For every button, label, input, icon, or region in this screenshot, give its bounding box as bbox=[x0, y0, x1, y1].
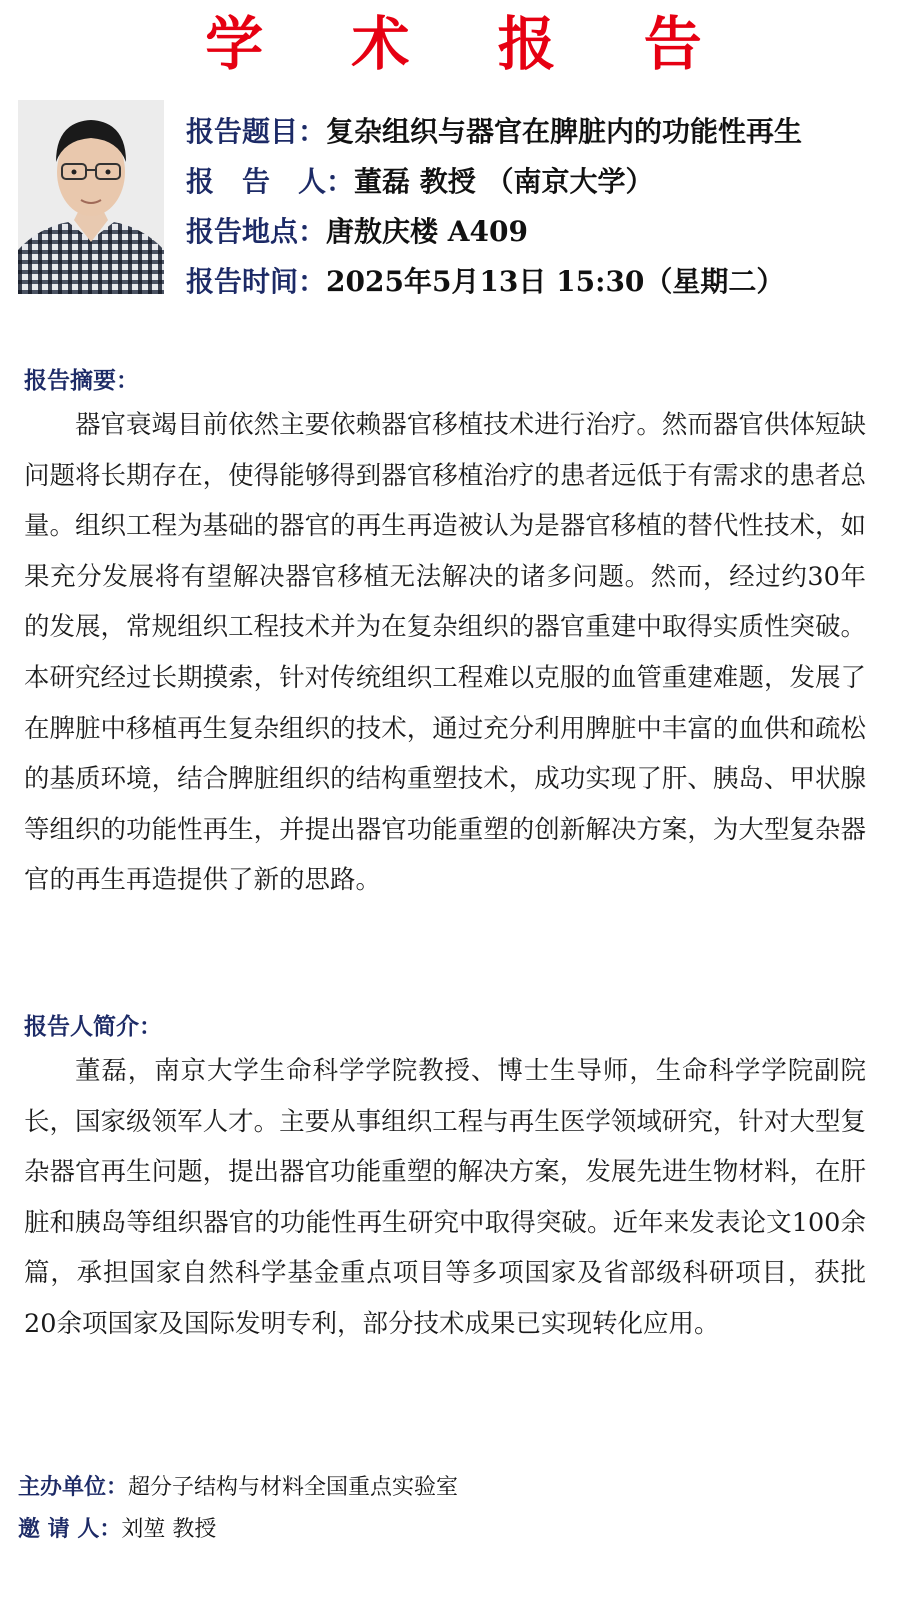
abstract-heading: 报告摘要： bbox=[24, 368, 139, 394]
inviter-value: 刘堃 教授 bbox=[121, 1517, 217, 1542]
speaker-value: 董磊 教授 （南京大学） bbox=[354, 165, 654, 198]
location-value: 唐敖庆楼 A409 bbox=[326, 215, 528, 248]
host-label: 主办单位： bbox=[18, 1475, 129, 1500]
inviter-label: 邀 请 人： bbox=[18, 1517, 122, 1542]
inviter-row bbox=[18, 1512, 216, 1543]
host-value: 超分子结构与材料全国重点实验室 bbox=[128, 1475, 459, 1500]
bio-heading: 报告人简介： bbox=[24, 1014, 162, 1040]
abstract-text: 器官衰竭目前依然主要依赖器官移植技术进行治疗。然而器官供体短缺问题将长期存在，使得能够得到器官移植治疗的患者远低于有需求的患者总量。组织工程为基础的器官的再生再造被认为是器官移植的替代性技术，如果充分发展将有望解决器官移植无法解决的诸多问题。然而，经过约30年的发展，常规组织工程技术并为在复杂组织的器官重建中取得实质性突破。本研究经过长期摸索，针对传统组织工程难以克服的血管重建难题，发展了在脾脏中移植再生复杂组织的技术，通过充分利用脾脏中丰富的血供和疏松的基质环境，结合脾脏组织的结构重塑技术，成功实现了肝、胰岛、甲状腺等组织的功能性再生，并提出器官功能重塑的创新解决方案，为大型复杂器官的再生再造提供了新的思路。 bbox=[24, 410, 866, 896]
speaker-photo bbox=[18, 100, 164, 294]
topic-label: 报告题目： bbox=[186, 115, 327, 148]
speaker-row bbox=[186, 160, 802, 210]
location-label: 报告地点： bbox=[186, 215, 327, 248]
location-row bbox=[186, 210, 802, 260]
speaker-label: 报 告 人： bbox=[186, 165, 355, 198]
report-info bbox=[186, 110, 802, 310]
topic-row bbox=[186, 110, 802, 160]
bio-text: 董磊，南京大学生命科学学院教授、博士生导师，生命科学学院副院长，国家级领军人才。主要从事组织工程与再生医学领域研究，针对大型复杂器官再生问题，提出器官功能重塑的解决方案，发展先进生物材料，在肝脏和胰岛等组织器官的功能性再生研究中取得突破。近年来发表论文100余篇，承担国家自然科学基金重点项目等多项国家及省部级科研项目，获批20余项国家及国际发明专利，部分技术成果已实现转化应用。 bbox=[24, 1056, 866, 1339]
page-title: 学 术 报 告 bbox=[205, 10, 736, 78]
time-value: 2025年5月13日 15:30（星期二） bbox=[326, 265, 785, 298]
topic-value: 复杂组织与器官在脾脏内的功能性再生 bbox=[326, 115, 803, 148]
time-row bbox=[186, 260, 802, 310]
host-row bbox=[18, 1470, 458, 1501]
time-label: 报告时间： bbox=[186, 265, 327, 298]
